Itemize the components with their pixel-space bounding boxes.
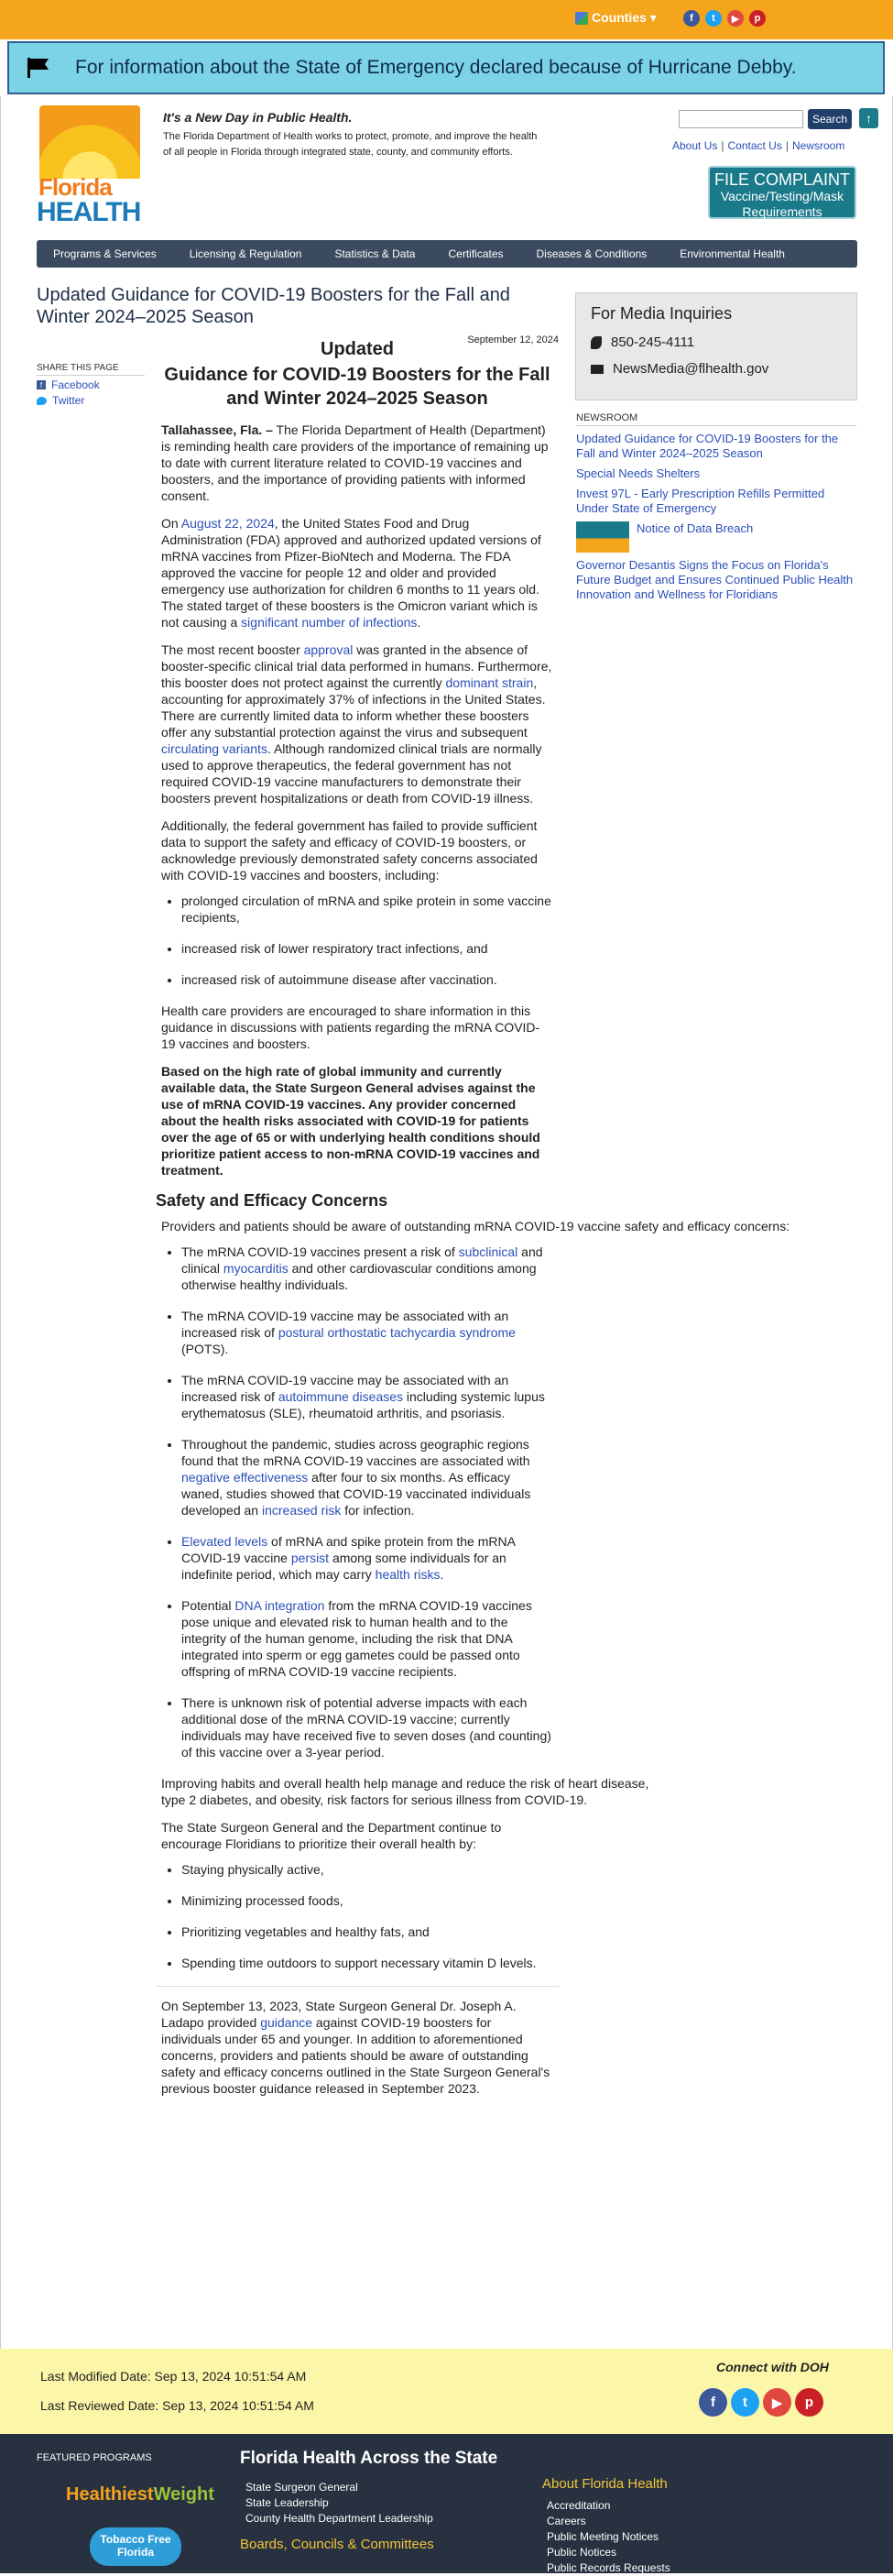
persist-link[interactable]: persist [290, 1551, 330, 1565]
list-item [181, 1244, 553, 1293]
text: On [161, 516, 181, 531]
text: The mRNA COVID-19 vaccine may be associated with an increased risk of [181, 1373, 509, 1404]
healthiest-weight-logo[interactable] [66, 2484, 214, 2505]
link-separator: | [721, 139, 724, 152]
nav-certificates[interactable]: Certificates [448, 247, 504, 260]
weight-label: Weight [153, 2484, 214, 2505]
myocarditis-link[interactable]: myocarditis [223, 1261, 289, 1276]
logo-line2: HEALTH [37, 197, 141, 227]
paragraph-approval [161, 641, 553, 806]
complaint-subtitle-1: Vaccine/Testing/Mask [720, 189, 844, 203]
paragraph-habits: Improving habits and overall health help manage and reduce the risk of heart disease, type 2 diabetes, and obesity, risk factors for serious illness from COVID-19. [161, 1776, 649, 1807]
media-email [591, 361, 842, 377]
counties-dropdown[interactable] [575, 10, 657, 26]
newsroom-link[interactable]: Newsroom [791, 139, 845, 152]
florida-health-logo[interactable] [37, 105, 143, 225]
text: from the mRNA COVID-19 vaccines pose unique and elevated risk to human health and to the integrity of the human genome, including the risk that DNA integrated into sperm or egg gametes could be passed onto offspring of mRNA COVID-19 vaccine recipients. [181, 1598, 532, 1679]
emergency-alert-banner[interactable] [7, 41, 885, 94]
text: after four to six months. As efficacy waned, studies showed that COVID-19 vaccinated individuals developed an [181, 1470, 531, 1518]
paragraph-fda [161, 515, 553, 630]
news-link[interactable]: Special Needs Shelters [576, 466, 701, 480]
search-input[interactable] [679, 110, 803, 128]
envelope-icon [591, 365, 604, 374]
list-item: • increased risk of lower respiratory tract infections, and [181, 940, 553, 957]
list-item: • Spending time outdoors to support necessary vitamin D levels. [181, 1955, 553, 1971]
nav-environmental-health[interactable]: Environmental Health [680, 247, 785, 260]
text: and other cardiovascular conditions among otherwise healthy individuals. [181, 1261, 537, 1292]
pinterest-icon[interactable]: p [749, 10, 766, 27]
site-header [0, 96, 893, 234]
list-item [181, 1308, 553, 1357]
text: . [417, 615, 421, 630]
safety-heading: Safety and Efficacy Concerns [156, 1191, 388, 1210]
flag-icon [27, 58, 49, 78]
list-item: • prolonged circulation of mRNA and spike protein in some vaccine recipients, [181, 893, 553, 926]
paragraph-advisory: Based on the high rate of global immunity and currently available data, the State Surgeon General advises against the use of mRNA COVID-19 vaccines. Any provider concerned about the health risks associated with COVID-19 for patients over the age of 65 or with underlying health conditions should prioritize patient access to non-mRNA COVID-19 vaccines and treatment. [161, 1064, 540, 1178]
text: The mRNA COVID-19 vaccine may be associated with an increased risk of [181, 1309, 509, 1340]
safety-list [181, 1244, 559, 1760]
scroll-top-icon[interactable]: ↑ [859, 108, 878, 128]
text: Potential [181, 1598, 235, 1613]
divider [156, 1986, 559, 1987]
news-link[interactable]: Updated Guidance for COVID-19 Boosters for the Fall and Winter 2024–2025 Season [576, 432, 839, 460]
subclinical-link[interactable]: subclinical [458, 1244, 518, 1259]
health-list [181, 1861, 559, 1971]
contact-us-link[interactable]: Contact Us [727, 139, 782, 152]
share-facebook-label[interactable]: Facebook [51, 378, 100, 391]
connect-heading: Connect with DOH [716, 2360, 829, 2374]
news-link[interactable]: Invest 97L - Early Prescription Refills Permitted Under State of Emergency [576, 487, 825, 515]
newsroom-heading: NEWSROOM [576, 412, 856, 426]
footer-link[interactable]: Accreditation [547, 2499, 611, 2512]
pinterest-icon[interactable]: p [795, 2388, 823, 2417]
news-link[interactable]: Governor Desantis Signs the Focus on Florida's Future Budget and Ensures Continued Public Health Innovation and Wellness for Floridians [576, 558, 854, 601]
guidance-link[interactable]: guidance [260, 2015, 313, 2030]
top-bar [0, 0, 893, 39]
text: On September 13, 2023, State Surgeon General Dr. Joseph A. Ladapo provided [161, 1999, 517, 2030]
text: was granted in the absence of booster-specific clinical trial data performed in humans. Furthermore, this booster does not protect against the currently [161, 642, 552, 690]
article-heading-updated: Updated [321, 339, 394, 359]
newsroom-sidebar [576, 412, 856, 602]
facebook-icon[interactable]: f [699, 2388, 727, 2417]
tagline: It's a New Day in Public Health. [163, 110, 353, 125]
last-reviewed: Last Reviewed Date: Sep 13, 2024 10:51:54 AM [40, 2398, 314, 2413]
safety-intro: Providers and patients should be aware of outstanding mRNA COVID-19 vaccine safety and efficacy concerns: [161, 1219, 790, 1233]
media-email-address[interactable]: NewsMedia@flhealth.gov [613, 361, 769, 377]
about-links [547, 2498, 670, 2576]
complaint-subtitle-2: Requirements [742, 204, 822, 219]
media-inquiries-box [575, 292, 857, 400]
text: including systemic lupus erythematosus (SLE), rheumatoid arthritis, and psoriasis. [181, 1389, 545, 1420]
search-button[interactable]: Search [808, 109, 852, 129]
footer-link[interactable]: State Leadership [245, 2496, 329, 2509]
pots-link[interactable]: postural orthostatic tachycardia syndrome [278, 1325, 516, 1340]
footer-link[interactable]: Public Meeting Notices [547, 2530, 659, 2543]
circulating-variants-link[interactable]: circulating variants [161, 741, 267, 756]
paragraph-encourage: The State Surgeon General and the Department continue to encourage Floridians to prioritize their overall health by: [161, 1820, 502, 1851]
health-risks-link[interactable]: health risks [375, 1567, 441, 1582]
list-item: • increased risk of autoimmune disease after vaccination. [181, 971, 553, 988]
footer-link[interactable]: Public Records Requests [547, 2561, 670, 2574]
list-item: • Prioritizing vegetables and healthy fats, and [181, 1924, 553, 1940]
share-heading: SHARE THIS PAGE [37, 363, 145, 376]
concerns-list [181, 893, 559, 988]
paragraph-intro [161, 422, 553, 504]
nav-diseases-conditions[interactable]: Diseases & Conditions [536, 247, 648, 260]
nav-licensing-regulation[interactable]: Licensing & Regulation [189, 247, 302, 260]
complaint-title: FILE COMPLAINT [713, 170, 851, 189]
footer-link[interactable]: State Surgeon General [245, 2481, 358, 2494]
text: (POTS). [181, 1342, 229, 1356]
text: The mRNA COVID-19 vaccines present a risk of [181, 1244, 459, 1259]
last-modified: Last Modified Date: Sep 13, 2024 10:51:54 AM [40, 2369, 307, 2384]
phone-icon [591, 336, 602, 349]
text: . [440, 1567, 444, 1582]
twitter-icon[interactable]: t [705, 10, 722, 27]
paragraph-federal: Additionally, the federal government has failed to provide sufficient data to support the safety and efficacy of COVID-19 boosters, or acknowledge previously demonstrated safety concerns associated with COVID-19 vaccines and boosters, including: [161, 818, 538, 882]
text: among some individuals for an indefinite period, which may carry [181, 1551, 506, 1582]
autoimmune-link[interactable]: autoimmune diseases [278, 1389, 404, 1404]
text: The most recent booster [161, 642, 304, 657]
list-item [181, 1533, 553, 1583]
intro-text: The Florida Department of Health (Department) is reminding health care providers of the importance of remaining up to date with current literature related to COVID-19 vaccines and boosters, and the importance of providing patients with informed consent. [161, 422, 549, 503]
header-links [672, 139, 844, 152]
leadership-links [245, 2480, 433, 2527]
list-item: • Minimizing processed foods, [181, 1892, 553, 1909]
counties-label: Counties ▾ [592, 10, 657, 25]
about-us-link[interactable]: About Us [672, 139, 718, 152]
nav-programs-services[interactable]: Programs & Services [53, 247, 157, 260]
nav-statistics-data[interactable]: Statistics & Data [334, 247, 416, 260]
footer-link[interactable]: Careers [547, 2515, 586, 2527]
article-date: September 12, 2024 [467, 334, 559, 345]
mission-statement: The Florida Department of Health works to protect, promote, and improve the health of all people in Florida through integrated state, county, and community efforts. [163, 131, 538, 158]
share-twitter-label[interactable]: Twitter [52, 394, 85, 407]
text: for infection. [341, 1503, 415, 1518]
august-22-link[interactable]: August 22, 2024 [180, 516, 275, 531]
footer-link[interactable]: Public Notices [547, 2546, 617, 2559]
dateline: Tallahassee, Fla. – [161, 422, 273, 437]
media-heading: For Media Inquiries [591, 304, 733, 323]
share-panel [37, 363, 145, 407]
about-heading[interactable]: About Florida Health [542, 2476, 668, 2492]
significant-infections-link[interactable]: significant number of infections [241, 615, 418, 630]
list-item: • There is unknown risk of potential adverse impacts with each additional dose of the mRNA COVID-19 vaccine; currently individuals may have received five to seven doses (and counting) of this vaccine over a 3-year period. [181, 1694, 553, 1760]
media-phone [591, 334, 842, 350]
news-link-breach[interactable] [576, 521, 856, 553]
paragraph-providers: Health care providers are encouraged to share information in this guidance in discussions with patients regarding the mRNA COVID-19 vaccines and boosters. [161, 1003, 540, 1051]
facebook-icon[interactable]: f [683, 10, 700, 27]
boards-link[interactable]: Boards, Councils & Committees [240, 2537, 434, 2552]
dominant-strain-link[interactable]: dominant strain [445, 675, 534, 690]
footer [0, 2434, 893, 2573]
logo-line1: Florida [38, 173, 112, 201]
main-nav [37, 240, 857, 268]
negative-effectiveness-link[interactable]: negative effectiveness [181, 1470, 309, 1485]
footer-link[interactable]: County Health Department Leadership [245, 2512, 433, 2525]
paragraph-previous-guidance [161, 1998, 553, 2097]
sun-logo-icon [39, 105, 140, 179]
elevated-levels-link[interactable]: Elevated levels [181, 1534, 268, 1549]
article-heading: Guidance for COVID-19 Boosters for the Fall and Winter 2024–2025 Season [164, 365, 550, 409]
breach-label[interactable]: Notice of Data Breach [637, 521, 754, 535]
page-title: Updated Guidance for COVID-19 Boosters for the Fall and Winter 2024–2025 Season [37, 285, 510, 327]
increased-risk-link[interactable]: increased risk [261, 1503, 342, 1518]
featured-programs-heading: FEATURED PROGRAMS [37, 2452, 152, 2463]
text: , the United States Food and Drug Administration (FDA) approved and authorized updated versions of mRNA vaccines from Pfizer-BioNtech and Moderna. The FDA approved the vaccine for people 12 and older and provided emergency use authorization for children 6 months to 11 years old. The stated target of these boosters is the Omicron variant which is not causing a [161, 516, 541, 630]
text: against COVID-19 boosters for individuals under 65 and younger. In addition to aforementioned concerns, providers and patients should be aware of outstanding safety and efficacy concerns outlined in the State Surgeon General's previous booster guidance released in September 2023. [161, 2015, 550, 2096]
list-item [181, 1372, 553, 1421]
across-state-heading: Florida Health Across the State [240, 2449, 498, 2468]
youtube-icon[interactable]: ▶ [727, 10, 744, 27]
media-phone-number: 850-245-4111 [611, 334, 695, 350]
list-item [181, 1436, 553, 1518]
share-facebook[interactable] [37, 378, 145, 391]
share-twitter[interactable] [37, 394, 145, 407]
footer-social-links [699, 2388, 823, 2417]
text: Throughout the pandemic, studies across geographic regions found that the mRNA COVID-19 vaccines are associated with [181, 1437, 530, 1468]
text: of mRNA and spike protein from the mRNA COVID-19 vaccine [181, 1534, 516, 1565]
twitter-icon[interactable]: t [731, 2388, 759, 2417]
twitter-icon [37, 397, 47, 405]
text: and clinical [181, 1244, 543, 1276]
list-item [181, 1597, 553, 1680]
florida-map-icon [575, 12, 588, 25]
text: , accounting for approximately 37% of infections in the United States. There are currently limited data to inform whether these boosters offer any substantial protection against the virus and subsequent [161, 675, 546, 740]
alert-message: For information about the State of Emergency declared because of Hurricane Debby. [75, 57, 797, 78]
approval-link[interactable]: approval [303, 642, 354, 657]
file-complaint-button[interactable] [708, 166, 856, 219]
facebook-icon: f [37, 380, 46, 389]
news-thumbnail [576, 521, 629, 553]
link-separator: | [785, 139, 789, 152]
text: . Although randomized clinical trials are normally used to approve therapeutics, the federal government has not required COVID-19 vaccine manufacturers to demonstrate their boosters prevent hospitalizations or death from COVID-19 illness. [161, 741, 542, 806]
top-social-links [683, 10, 766, 27]
footer-dates [0, 2349, 893, 2434]
page-border-left [0, 96, 1, 2349]
healthiest-label: Healthiest [66, 2484, 154, 2505]
dna-integration-link[interactable]: DNA integration [234, 1598, 325, 1613]
youtube-icon[interactable]: ▶ [763, 2388, 791, 2417]
tobacco-free-logo[interactable]: Tobacco Free Florida [90, 2527, 181, 2566]
list-item: • Staying physically active, [181, 1861, 553, 1878]
